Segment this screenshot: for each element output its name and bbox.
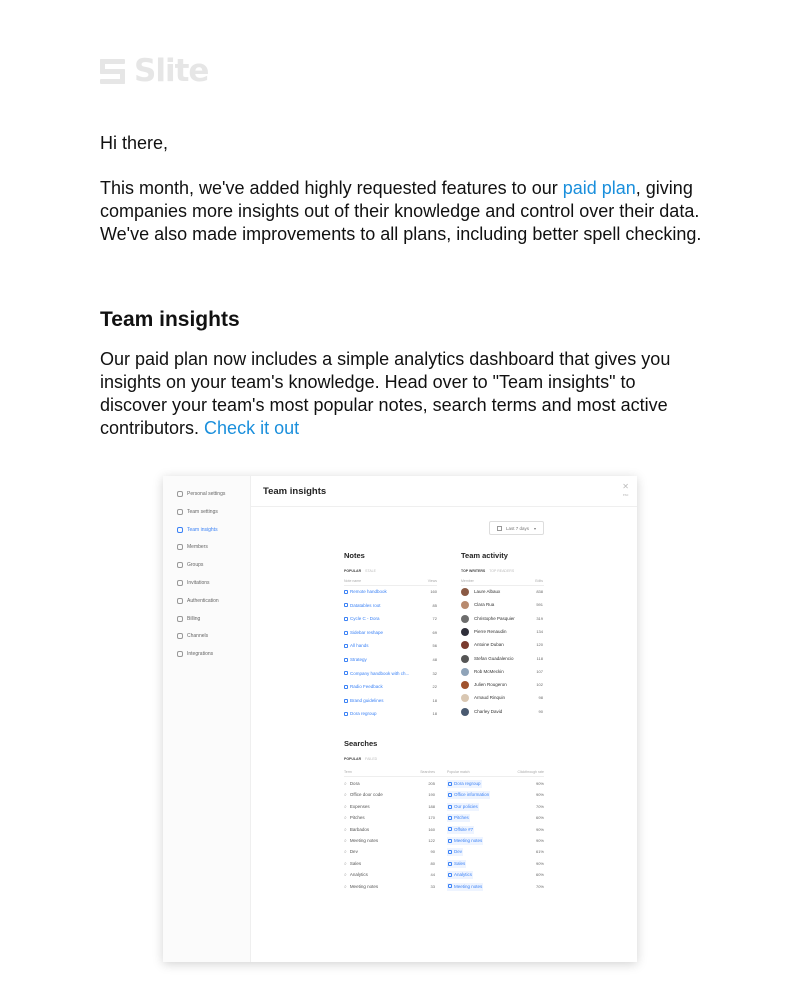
member-edits: 120	[536, 642, 543, 648]
clickthrough-rate: 60%	[535, 815, 544, 821]
member-row	[461, 601, 494, 609]
popular-match: Meeting notes	[447, 837, 483, 845]
avatar	[461, 681, 469, 689]
slite-logo-text: Slite	[134, 53, 209, 89]
member-name: Charley David	[474, 708, 503, 714]
note-link: Sidebar reshape	[344, 629, 383, 637]
activity-tabs	[461, 569, 514, 573]
member-row	[461, 615, 515, 623]
note-link: Brand guidelines	[344, 697, 384, 705]
clickthrough-rate: 90%	[535, 826, 544, 832]
date-range-label: Last 7 days	[505, 525, 529, 531]
sidebar-item-label: Invitations	[187, 580, 210, 586]
sidebar-item-label: Authentication	[187, 597, 219, 604]
settings-item-icon	[177, 633, 183, 639]
search-term: ⌕ Barbados	[344, 826, 369, 834]
search-count: 170	[428, 815, 435, 821]
clickthrough-rate: 61%	[535, 849, 544, 855]
member-edits: 591	[536, 602, 543, 608]
settings-item-icon	[177, 651, 183, 657]
search-term: ⌕ Dora	[344, 780, 360, 788]
popular-match: Dev	[447, 848, 463, 856]
sidebar-item	[177, 560, 203, 570]
search-count: 188	[428, 803, 435, 809]
notes-col-views: Views	[427, 579, 437, 583]
divider	[251, 506, 637, 507]
intro-text-post: , giving companies more insights out of their knowledge and control over their data. We've also made improvements to all plans, including better spell checking.	[100, 178, 702, 244]
searches-tabs	[344, 757, 377, 761]
member-row	[461, 641, 504, 649]
tab-popular: POPULAR	[344, 569, 362, 573]
member-edits: 98	[538, 695, 543, 701]
divider	[344, 585, 437, 586]
section-text: Our paid plan now includes a simple analytics dashboard that gives you insights on your team's knowledge. Head over to "Team insights" to discover your team's most popular notes, search terms and most active contributors.	[100, 349, 671, 438]
avatar	[461, 601, 469, 609]
member-name: Pierre Renaudin	[474, 629, 507, 635]
avatar	[461, 615, 469, 623]
search-term: ⌕ Sales	[344, 860, 361, 868]
member-name: Arnaud Rinquin	[474, 695, 506, 701]
screenshot-title: Team insights	[263, 486, 327, 497]
popular-match: Dora regroup	[447, 780, 482, 788]
activity-col-edits: Edits	[535, 579, 543, 583]
note-views: 18	[432, 697, 437, 703]
note-link: Strategy	[344, 656, 367, 664]
section-paragraph	[100, 348, 700, 440]
settings-sidebar	[163, 476, 251, 962]
search-term: ⌕ Meeting notes	[344, 883, 378, 891]
member-name: Christophe Pasquier	[474, 615, 515, 621]
member-edits: 90	[538, 708, 543, 714]
member-name: Antoine Duban	[474, 642, 504, 648]
search-count: 205	[428, 781, 435, 786]
popular-match: Analytics	[447, 871, 473, 879]
member-row	[461, 694, 505, 702]
activity-col-member: Member	[461, 579, 474, 583]
member-row	[461, 668, 504, 676]
search-count: 122	[428, 838, 435, 843]
chevron-down-icon: ▾	[534, 525, 537, 531]
notes-tabs	[344, 569, 376, 573]
search-term: ⌕ Dev	[344, 848, 358, 856]
clickthrough-rate: 70%	[535, 883, 544, 889]
search-term: ⌕ Analytics	[344, 871, 368, 879]
sidebar-item-label: Channels	[187, 633, 209, 640]
team-activity-title: Team activity	[461, 551, 508, 560]
search-term: ⌕ Pitches	[344, 814, 365, 822]
sidebar-item	[177, 596, 219, 606]
popular-match: Offsite #7	[447, 826, 474, 834]
avatar	[461, 655, 469, 663]
searches-col-popular: Popular match	[447, 770, 470, 774]
settings-item-icon	[177, 580, 183, 586]
clickthrough-rate: 90%	[535, 781, 544, 786]
member-row	[461, 628, 507, 636]
clickthrough-rate: 90%	[535, 838, 544, 843]
searches-col-count: Searches	[420, 770, 435, 774]
note-views: 32	[432, 670, 437, 676]
member-name: Laure Albaux	[474, 589, 501, 595]
sidebar-item	[177, 542, 208, 552]
sidebar-item-label: Personal settings	[187, 491, 226, 497]
sidebar-item-label: Members	[187, 544, 208, 551]
popular-match: Meeting notes	[447, 883, 483, 891]
member-edits: 102	[536, 682, 543, 688]
greeting: Hi there,	[100, 133, 169, 153]
sidebar-item	[177, 631, 208, 641]
note-views: 72	[432, 616, 437, 622]
clickthrough-rate: 60%	[535, 872, 544, 878]
searches-col-rate: Clickthrough rate	[517, 770, 544, 774]
settings-item-icon	[177, 509, 183, 515]
member-edits: 838	[536, 589, 543, 594]
sidebar-item	[177, 614, 200, 624]
calendar-icon	[497, 526, 502, 531]
note-views: 69	[432, 629, 437, 635]
member-edits: 319	[536, 615, 543, 621]
member-name: Rob McMeckin	[474, 668, 504, 674]
search-term: ⌕ Office door code	[344, 791, 383, 799]
paid-plan-link[interactable]: paid plan	[562, 178, 636, 198]
tab-top-readers: TOP READERS	[489, 569, 515, 573]
member-row	[461, 588, 500, 596]
note-link: All hands	[344, 642, 369, 650]
tab-popular: POPULAR	[344, 757, 362, 761]
avatar	[461, 641, 469, 649]
sidebar-item-label: Team insights	[187, 526, 218, 533]
notes-title: Notes	[344, 551, 365, 560]
note-link: Cycle C - Dora	[344, 615, 380, 623]
member-name: Stefan Guadalencio	[474, 655, 514, 661]
avatar	[461, 588, 469, 596]
note-link: Dora regroup	[344, 710, 377, 718]
close-glyph: ✕	[622, 482, 629, 491]
member-name: Julien Rougeron	[474, 682, 507, 688]
member-edits: 134	[536, 628, 543, 634]
searches-col-term: Term	[344, 770, 352, 774]
settings-item-icon	[177, 544, 183, 550]
clickthrough-rate: 70%	[535, 803, 544, 809]
search-count: 190	[428, 792, 435, 798]
search-term: ⌕ Meeting notes	[344, 837, 378, 845]
slite-logo	[100, 53, 209, 89]
tab-top-writers: TOP WRITERS	[461, 569, 486, 573]
divider	[461, 585, 544, 586]
popular-match: Our policies	[447, 803, 479, 811]
intro-text-pre: This month, we've added highly requested features to our	[100, 178, 563, 198]
check-it-out-link[interactable]: Check it out	[204, 418, 300, 438]
settings-item-icon	[177, 616, 183, 622]
sidebar-item	[177, 649, 213, 659]
avatar	[461, 668, 469, 676]
clickthrough-rate: 90%	[535, 792, 544, 798]
sidebar-item-label: Team settings	[187, 508, 218, 515]
note-views: 160	[430, 589, 437, 594]
close-icon	[622, 483, 629, 499]
team-insights-screenshot	[163, 476, 637, 962]
date-range-select	[489, 521, 544, 535]
member-edits: 118	[536, 655, 543, 661]
tab-failed: FAILED	[365, 757, 378, 761]
search-count: 44	[430, 872, 435, 878]
close-esc-label: esc	[622, 493, 629, 497]
settings-item-icon	[177, 527, 183, 533]
avatar	[461, 694, 469, 702]
member-row	[461, 681, 507, 689]
sidebar-item-label: Integrations	[187, 651, 214, 658]
note-views: 48	[432, 657, 437, 662]
sidebar-item	[177, 489, 225, 499]
sidebar-item	[177, 525, 218, 535]
clickthrough-rate: 90%	[535, 860, 544, 866]
settings-item-icon	[177, 598, 183, 604]
member-row	[461, 708, 502, 716]
note-link: Remote handbook	[344, 588, 387, 596]
note-views: 22	[432, 684, 437, 690]
divider	[344, 776, 544, 777]
section-title: Team insights	[100, 308, 240, 331]
member-name: Clara Rua	[474, 602, 495, 608]
settings-item-icon	[177, 491, 183, 497]
avatar	[461, 628, 469, 636]
note-views: 56	[432, 643, 437, 649]
search-count: 33	[430, 883, 435, 889]
note-link: Datatables root	[344, 602, 381, 610]
slite-logo-icon	[100, 59, 125, 84]
search-count: 160	[428, 826, 435, 832]
note-link: Company handbook with ch...	[344, 670, 409, 678]
sidebar-item-label: Groups	[187, 562, 204, 569]
popular-match: Office information	[447, 791, 490, 799]
member-edits: 107	[536, 668, 543, 674]
search-count: 90	[430, 849, 435, 855]
popular-match: Sales	[447, 860, 466, 868]
sidebar-item-label: Billing	[187, 615, 201, 622]
search-count: 80	[430, 860, 435, 866]
note-views: 85	[432, 602, 437, 608]
search-term: ⌕ Expenses	[344, 803, 370, 811]
note-views: 18	[432, 711, 437, 717]
notes-col-name: Note name	[344, 579, 362, 583]
intro-paragraph	[100, 177, 720, 246]
searches-title: Searches	[344, 739, 378, 748]
sidebar-item	[177, 578, 210, 588]
popular-match: Pitches	[447, 814, 470, 822]
sidebar-item	[177, 507, 218, 517]
member-row	[461, 655, 514, 663]
avatar	[461, 708, 469, 716]
note-link: Radio Feedback	[344, 683, 383, 691]
settings-item-icon	[177, 562, 183, 568]
tab-stale: STALE	[365, 569, 376, 573]
